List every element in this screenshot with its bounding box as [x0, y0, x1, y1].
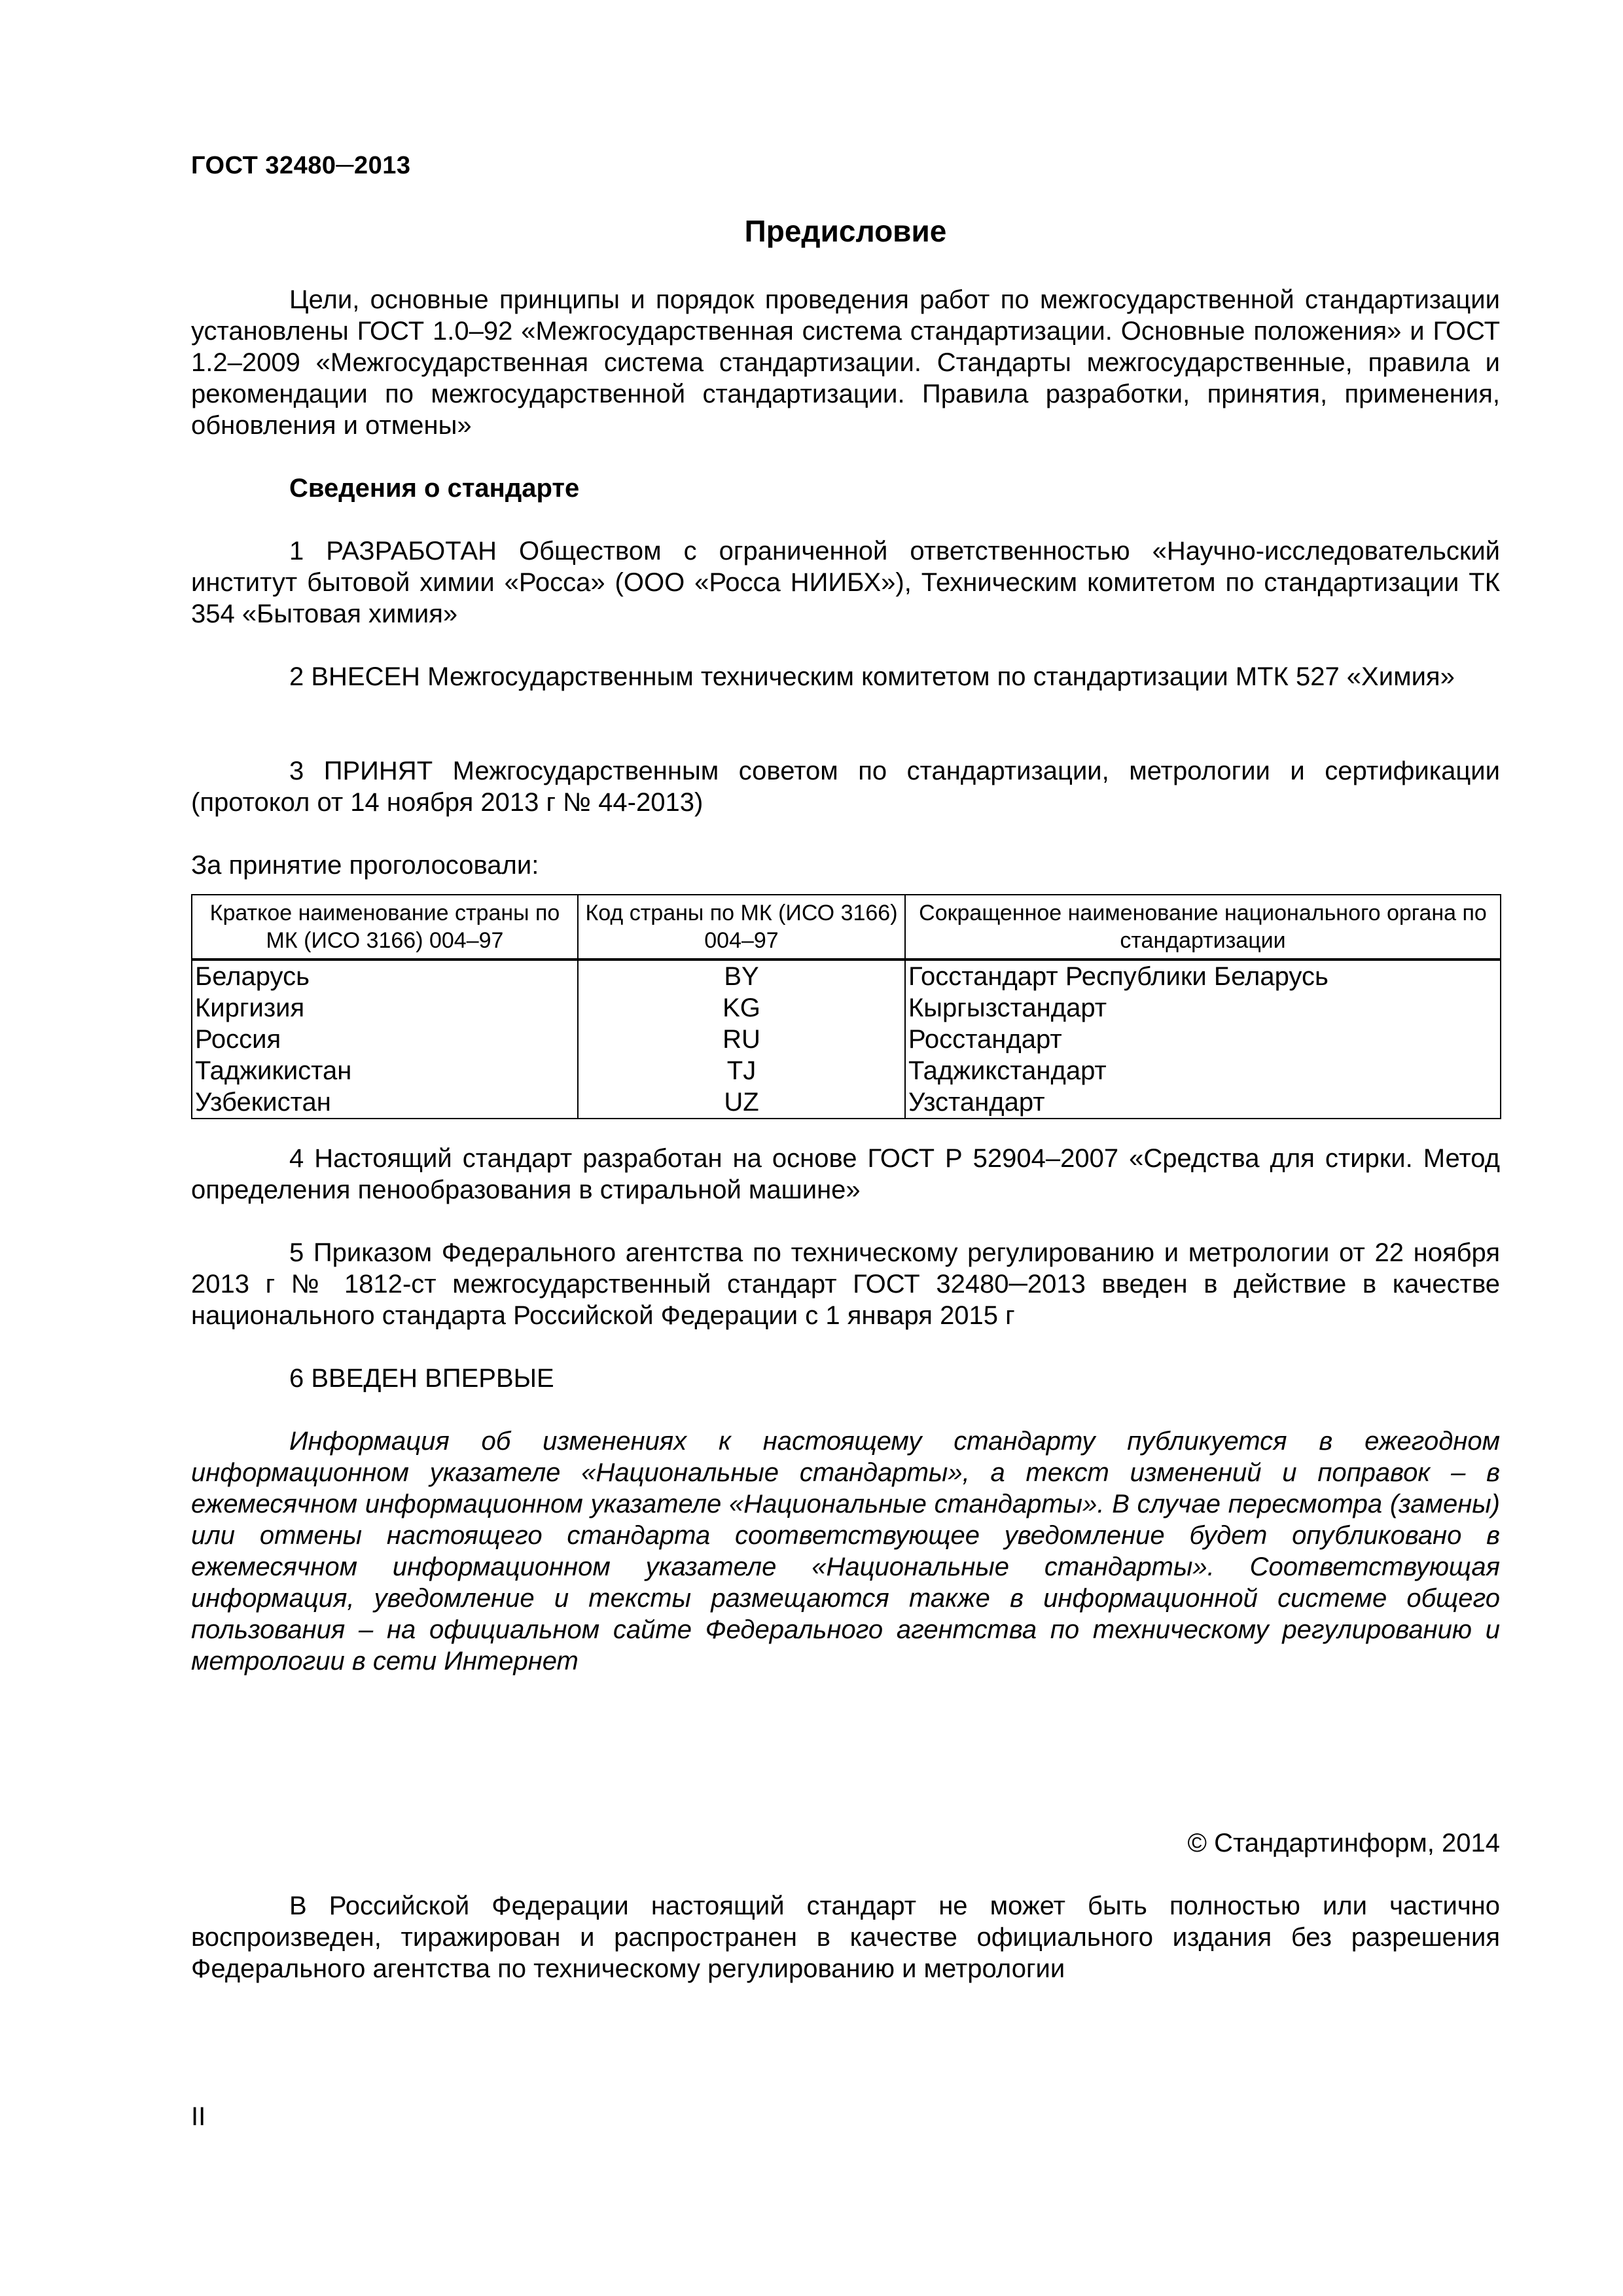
table-cell-country: Киргизия — [192, 992, 578, 1024]
table-cell-body: Кыргызстандарт — [905, 992, 1501, 1024]
item-3-paragraph: 3 ПРИНЯТ Межгосударственным советом по стандартизации, метрологии и сертификации (протокол от 14 ноября 2013 г № 44-2013) — [191, 757, 1500, 817]
page-title: Предисловие — [744, 214, 947, 248]
intro-paragraph: Цели, основные принципы и порядок проведения работ по межгосударственной стандартизации установлены ГОСТ 1.0–92 «Межгосударственная система стандартизации. Основные положения» и ГОСТ 1.2–2009 «Межгосударственная система стандартизации. Стандарты межгосударственные, правила и рекомендации по межгосударственной стандартизации. Правила разработки, принятия, применения, обновления и отмены» — [191, 285, 1500, 440]
table-row — [192, 1055, 1501, 1086]
section-heading: Сведения о стандарте — [289, 474, 580, 503]
table-cell-country: Узбекистан — [192, 1086, 578, 1119]
item-2-paragraph: 2 ВНЕСЕН Межгосударственным техническим комитетом по стандартизации МТК 527 «Химия» — [289, 662, 1455, 691]
page-number: II — [191, 2102, 206, 2131]
item-6-paragraph: 6 ВВЕДЕН ВПЕРВЫЕ — [289, 1364, 554, 1393]
table-cell-code: UZ — [578, 1086, 905, 1119]
vote-label: За принятие проголосовали: — [191, 851, 539, 880]
table-header-country: Краткое наименование страны по МК (ИСО 3166) 004–97 — [192, 895, 578, 960]
table-row — [192, 1024, 1501, 1055]
table-cell-body: Росстандарт — [905, 1024, 1501, 1055]
table-cell-country: Россия — [192, 1024, 578, 1055]
item-1-paragraph: 1 РАЗРАБОТАН Обществом с ограниченной ответственностью «Научно-исследовательский институт бытовой химии «Росса» (ООО «Росса НИИБХ»), Техническим комитетом по стандартизации ТК 354 «Бытовая химия» — [191, 537, 1500, 628]
copyright-line: © Стандартинформ, 2014 — [1187, 1829, 1500, 1857]
voting-countries-table — [191, 894, 1501, 1119]
table-cell-body: Госстандарт Республики Беларусь — [905, 960, 1501, 992]
info-note-paragraph: Информация об изменениях к настоящему стандарту публикуется в ежегодном информационном указателе «Национальные стандарты», а текст изменений и поправок – в ежемесячном информационном указателе «Национальные стандарты». В случае пересмотра (замены) или отмены настоящего стандарта соответствующее уведомление будет опубликовано в ежемесячном информационном указателе «Национальные стандарты». Соответствующая информация, уведомление и тексты размещаются также в информационной системе общего пользования – на официальном сайте Федерального агентства по техническому регулированию и метрологии в сети Интернет — [191, 1427, 1500, 1676]
document-page — [191, 0, 1500, 2296]
item-4-paragraph: 4 Настоящий стандарт разработан на основе ГОСТ Р 52904–2007 «Средства для стирки. Метод определения пенообразования в стиральной машине» — [191, 1144, 1500, 1204]
table-cell-body: Таджикстандарт — [905, 1055, 1501, 1086]
reproduction-note-paragraph: В Российской Федерации настоящий стандарт не может быть полностью или частично воспроизведен, тиражирован и распространен в качестве официального издания без разрешения Федерального агентства по техническому регулированию и метрологии — [191, 1892, 1500, 1983]
table-cell-body: Узстандарт — [905, 1086, 1501, 1119]
table-cell-code: TJ — [578, 1055, 905, 1086]
document-number-header: ГОСТ 32480─2013 — [191, 152, 411, 179]
table-header-row — [192, 895, 1501, 960]
table-cell-country: Беларусь — [192, 960, 578, 992]
table-cell-country: Таджикистан — [192, 1055, 578, 1086]
table-row — [192, 992, 1501, 1024]
table-cell-code: RU — [578, 1024, 905, 1055]
table-cell-code: BY — [578, 960, 905, 992]
table-row — [192, 960, 1501, 992]
table-cell-code: KG — [578, 992, 905, 1024]
table-header-code: Код страны по МК (ИСО 3166) 004–97 — [578, 895, 905, 960]
table-header-body: Сокращенное наименование национального органа по стандартизации — [905, 895, 1501, 960]
table-row — [192, 1086, 1501, 1119]
item-5-paragraph: 5 Приказом Федерального агентства по техническому регулированию и метрологии от 22 ноября 2013 г № 1812-ст межгосударственный стандарт ГОСТ 32480─2013 введен в действие в качестве национального стандарта Российской Федерации с 1 января 2015 г — [191, 1238, 1500, 1330]
